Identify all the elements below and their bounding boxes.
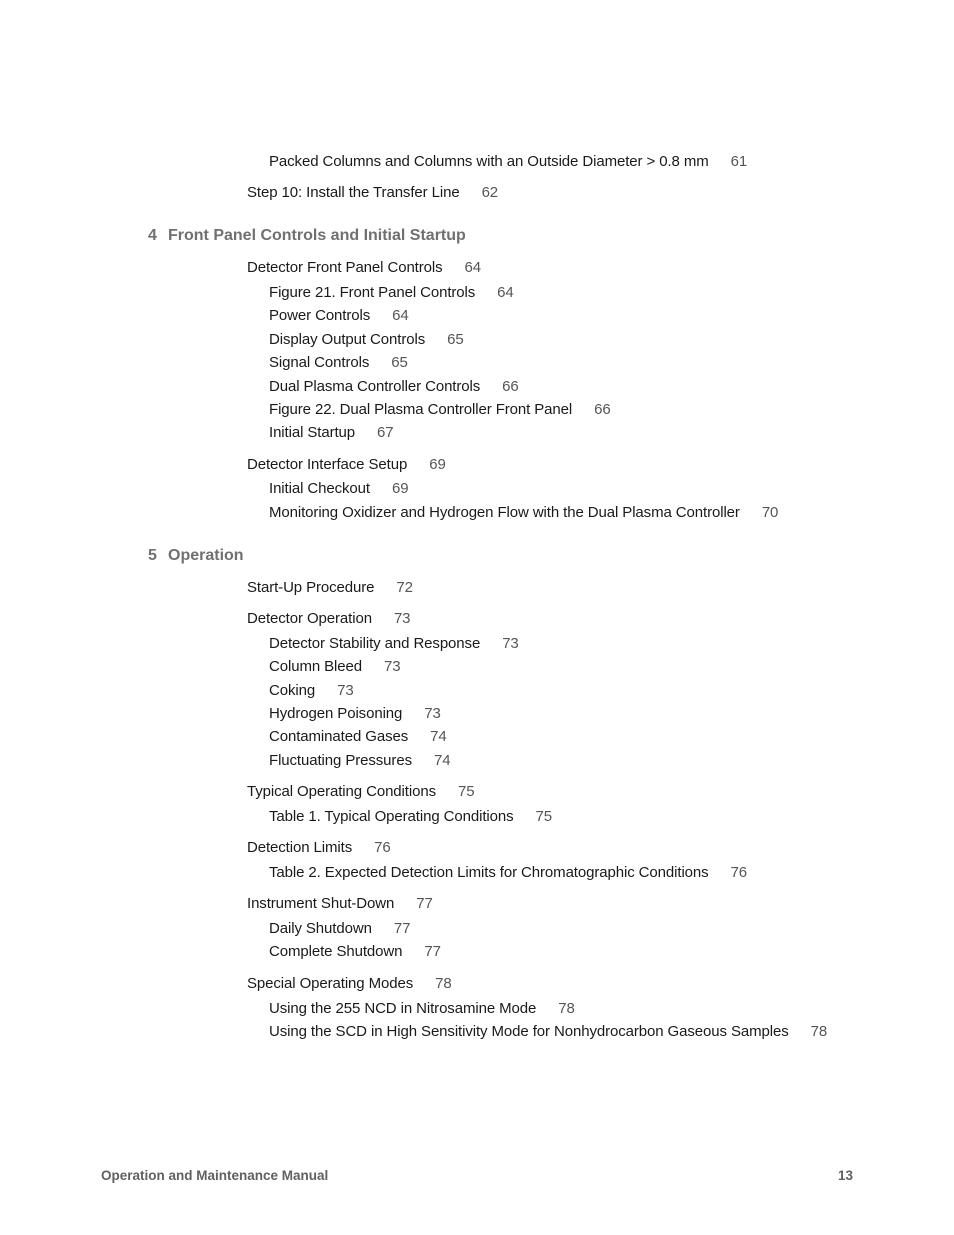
toc-entry[interactable] [247,184,498,202]
toc-entry-page: 73 [393,610,411,627]
toc-entry-page: 76 [374,839,391,856]
toc-entry[interactable] [269,752,450,770]
toc-entry-title: Initial Checkout [269,480,370,497]
toc-entry[interactable] [269,1000,575,1018]
toc-entry-title: Initial Startup [269,424,356,441]
toc-entry-title: Instrument Shut-Down [247,895,395,912]
toc-entry[interactable] [269,284,514,302]
toc-entry[interactable] [269,705,441,723]
toc-entry[interactable] [269,728,447,746]
toc-entry-title: Detector Interface Setup [247,456,408,473]
toc-entry-page: 78 [810,1023,828,1040]
toc-entry[interactable] [269,401,611,419]
toc-entry-page: 69 [429,456,446,473]
toc-entry-page: 75 [535,808,553,825]
toc-entry[interactable] [269,480,408,498]
toc-entry[interactable] [269,658,401,676]
toc-entry-page: 61 [730,153,748,170]
toc-entry-page: 73 [337,682,354,699]
toc-entry-title: Detector Stability and Response [269,635,481,652]
toc-entry-page: 73 [502,635,519,652]
toc-entry-title: Step 10: Install the Transfer Line [247,184,460,201]
toc-entry-page: 62 [481,184,499,201]
toc-entry[interactable] [269,1023,827,1041]
toc-entry-title: Using the 255 NCD in Nitrosamine Mode [269,1000,537,1017]
toc-entry[interactable] [269,682,354,700]
footer-manual-title: Operation and Maintenance Manual [101,1168,329,1183]
toc-entry-title: Daily Shutdown [269,920,372,937]
toc-entry[interactable] [269,331,464,349]
toc-entry-page: 73 [384,658,401,675]
toc-entry[interactable] [269,424,394,442]
toc-entry-page: 70 [761,504,779,521]
toc-entry[interactable] [269,354,408,372]
toc-entry-page: 73 [424,705,441,722]
footer-page-number: 13 [838,1168,854,1183]
toc-entry-title: Figure 22. Dual Plasma Controller Front Panel [269,401,573,418]
toc-entry-page: 75 [457,783,475,800]
toc-entry-title: Complete Shutdown [269,943,403,960]
toc-entry[interactable] [269,504,778,522]
chapter-title: Front Panel Controls and Initial Startup [168,227,466,244]
chapter-title: Operation [168,547,244,564]
toc-entry-page: 74 [430,728,447,745]
toc-entry[interactable] [269,808,552,826]
toc-entry-title: Table 1. Typical Operating Conditions [269,808,514,825]
toc-entry-title: Contaminated Gases [269,728,409,745]
toc-entry-page: 69 [391,480,409,497]
toc-entry-page: 76 [730,864,748,881]
toc-entry-page: 77 [416,895,433,912]
toc-entry-title: Packed Columns and Columns with an Outside Diameter > 0.8 mm [269,153,709,170]
toc-entry[interactable] [269,153,747,171]
toc-entry[interactable] [269,635,519,653]
toc-entry-title: Table 2. Expected Detection Limits for Chromatographic Conditions [269,864,709,881]
toc-entry-page: 65 [447,331,464,348]
toc-entry-title: Signal Controls [269,354,370,371]
toc-entry[interactable] [247,610,410,628]
toc-entry[interactable] [269,943,441,961]
toc-entry-title: Fluctuating Pressures [269,752,412,769]
toc-entry-title: Monitoring Oxidizer and Hydrogen Flow with the Dual Plasma Controller [269,504,740,521]
toc-entry-title: Typical Operating Conditions [247,783,436,800]
toc-entry-page: 64 [497,284,514,301]
toc-entry-page: 66 [502,378,519,395]
toc-entry-page: 78 [558,1000,575,1017]
toc-entry[interactable] [269,378,519,396]
toc-entry[interactable] [247,895,433,913]
toc-entry-page: 74 [433,752,451,769]
toc-entry-title: Start-Up Procedure [247,579,375,596]
toc-entry-title: Detector Front Panel Controls [247,259,443,276]
toc-entry[interactable] [247,975,452,993]
toc-entry-page: 78 [435,975,452,992]
toc-entry-page: 77 [393,920,411,937]
toc-entry-page: 64 [464,259,482,276]
toc-entry[interactable] [269,920,410,938]
toc-entry-page: 65 [391,354,408,371]
toc-entry-title: Display Output Controls [269,331,426,348]
toc-entry[interactable] [247,783,474,801]
toc-entry[interactable] [247,579,413,597]
toc-entry-title: Dual Plasma Controller Controls [269,378,481,395]
chapter-number: 5 [148,547,157,564]
toc-entry-title: Hydrogen Poisoning [269,705,403,722]
toc-entry-page: 72 [396,579,413,596]
toc-entry[interactable] [269,864,747,882]
toc-entry-page: 66 [594,401,611,418]
toc-entry-page: 77 [424,943,441,960]
toc-entry-title: Power Controls [269,307,371,324]
toc-entry-title: Detection Limits [247,839,353,856]
toc-entry-title: Special Operating Modes [247,975,414,992]
toc-entry-page: 64 [392,307,409,324]
toc-entry-title: Using the SCD in High Sensitivity Mode for Nonhydrocarbon Gaseous Samples [269,1023,789,1040]
toc-entry[interactable] [269,307,409,325]
toc-entry-title: Coking [269,682,316,699]
toc-entry-page: 67 [377,424,394,441]
chapter-heading[interactable] [148,226,466,246]
toc-entry-title: Figure 21. Front Panel Controls [269,284,476,301]
toc-entry[interactable] [247,839,391,857]
chapter-heading[interactable] [148,546,244,566]
toc-entry-title: Detector Operation [247,610,372,627]
chapter-number: 4 [148,227,157,244]
toc-entry-title: Column Bleed [269,658,363,675]
toc-entry[interactable] [247,259,481,277]
toc-entry[interactable] [247,456,446,474]
